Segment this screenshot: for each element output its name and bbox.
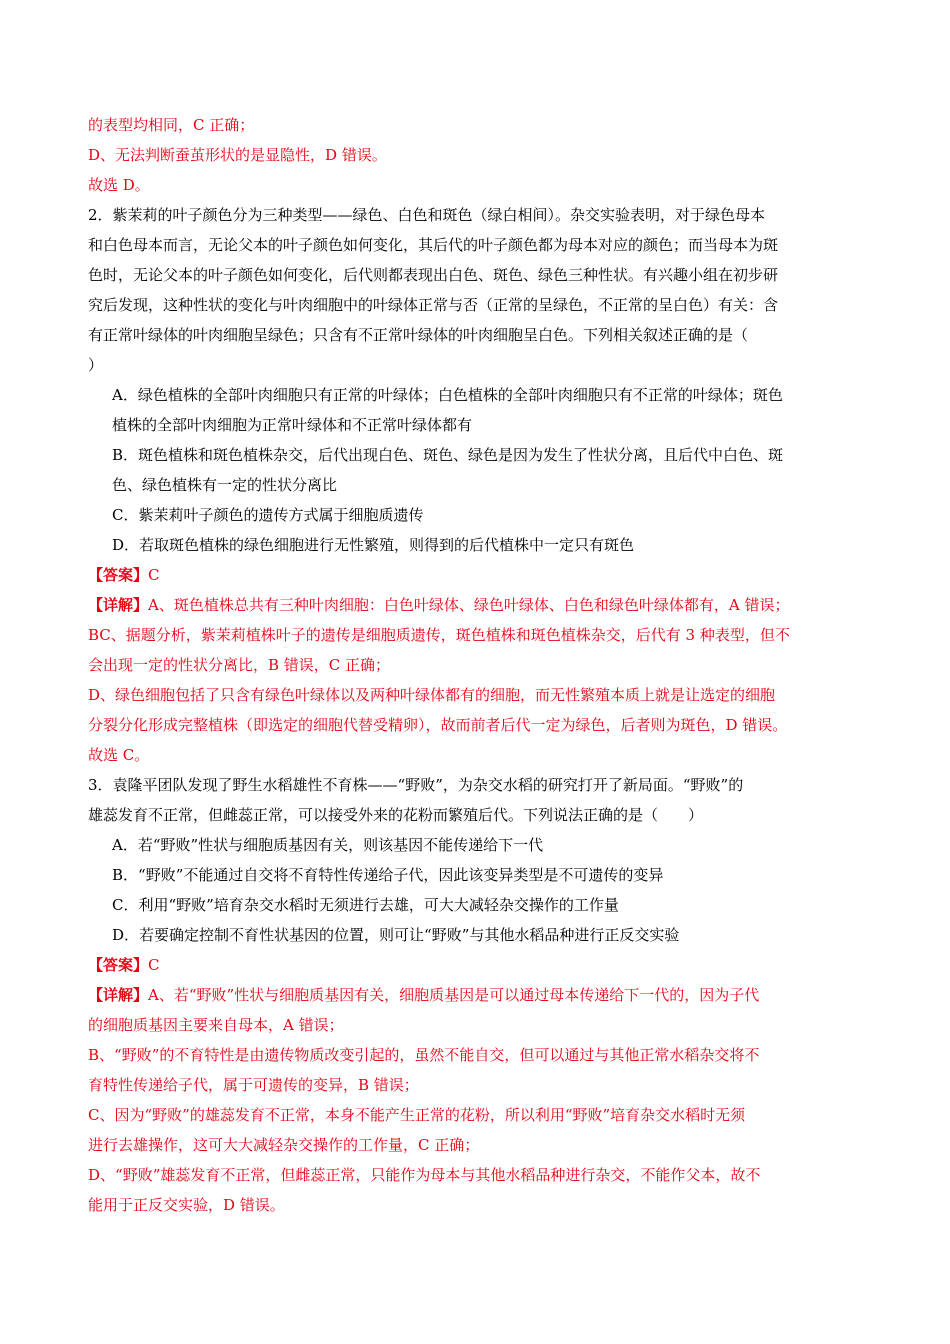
q2-detail-line: BC、据题分析，紫茉莉植株叶子的遗传是细胞质遗传，斑色植株和斑色植株杂交，后代有 3 种表型，但不 <box>88 626 790 644</box>
q3-detail-line: 能用于正反交实验，D 错误。 <box>88 1196 285 1214</box>
q2-stem-line: 色时，无论父本的叶子颜色如何变化，后代则都表现出白色、斑色、绿色三种性状。有兴趣小组在初步研 <box>88 266 779 284</box>
q3-detail-line: D、“野败”雄蕊发育不正常，但雌蕊正常，只能作为母本与其他水稻品种进行杂交，不能作父本，故不 <box>88 1166 761 1184</box>
answer-label: 【答案】 <box>88 956 149 974</box>
q2-stem-line: 究后发现，这种性状的变化与叶肉细胞中的叶绿体正常与否（正常的呈绿色，不正常的呈白色）有关：含 <box>88 296 779 314</box>
q3-detail-line: 育特性传递给子代，属于可遗传的变异，B 错误； <box>88 1076 419 1094</box>
q3-option-b: B．“野败”不能通过自交将不育特性传递给子代，因此该变异类型是不可遗传的变异 <box>112 866 664 884</box>
document-content <box>88 110 863 1220</box>
q2-detail-line <box>88 590 863 620</box>
answer-value: C <box>148 566 160 584</box>
q3-detail-line: 进行去雄操作，这可大大减轻杂交操作的工作量，C 正确； <box>88 1136 480 1154</box>
q2-option-a: A．绿色植株的全部叶肉细胞只有正常的叶绿体；白色植株的全部叶肉细胞只有不正常的叶绿体；斑色 <box>112 386 783 404</box>
detail-label: 【详解】 <box>88 986 149 1004</box>
q3-stem-line: 3．袁隆平团队发现了野生水稻雄性不育株——“野败”，为杂交水稻的研究打开了新局面。“野败”的 <box>88 776 744 794</box>
prev-explanation-line: 的表型均相同，C 正确； <box>88 116 255 134</box>
q2-answer <box>88 560 863 590</box>
q3-option-a: A．若“野败”性状与细胞质基因有关，则该基因不能传递给下一代 <box>112 836 544 854</box>
q2-stem-line: 2．紫茉莉的叶子颜色分为三种类型——绿色、白色和斑色（绿白相间）。杂交实验表明，对于绿色母本 <box>88 206 766 224</box>
q2-option-c: C．紫茉莉叶子颜色的遗传方式属于细胞质遗传 <box>112 506 424 524</box>
q2-detail-line: 分裂分化形成完整植株（即选定的细胞代替受精卵），故而前者后代一定为绿色，后者则为斑色，D 错误。 <box>88 716 788 734</box>
q2-option-a-cont: 植株的全部叶肉细胞为正常叶绿体和不正常叶绿体都有 <box>112 416 473 434</box>
q3-answer <box>88 950 863 980</box>
answer-label: 【答案】 <box>88 566 149 584</box>
q3-detail-line <box>88 980 863 1010</box>
q2-stem-line: 和白色母本而言，无论父本的叶子颜色如何变化，其后代的叶子颜色都为母本对应的颜色；而当母本为斑 <box>88 236 779 254</box>
detail-label: 【详解】 <box>88 596 149 614</box>
detail-text: A、若“野败”性状与细胞质基因有关，细胞质基因是可以通过母本传递给下一代的，因为子代 <box>148 986 760 1004</box>
q2-detail-line: 故选 C。 <box>88 746 150 764</box>
q2-stem-line: 有正常叶绿体的叶肉细胞呈绿色；只含有不正常叶绿体的叶肉细胞呈白色。下列相关叙述正确的是（ <box>88 326 749 344</box>
q3-detail-line: C、因为“野败”的雄蕊发育不正常，本身不能产生正常的花粉，所以利用“野败”培育杂交水稻时无须 <box>88 1106 746 1124</box>
q3-option-d: D．若要确定控制不育性状基因的位置，则可让“野败”与其他水稻品种进行正反交实验 <box>112 926 680 944</box>
q2-option-b-cont: 色、绿色植株有一定的性状分离比 <box>112 476 338 494</box>
q2-detail-line: D、绿色细胞包括了只含有绿色叶绿体以及两种叶绿体都有的细胞，而无性繁殖本质上就是让选定的细胞 <box>88 686 776 704</box>
q2-detail-line: 会出现一定的性状分离比，B 错误，C 正确； <box>88 656 391 674</box>
prev-explanation-line: 故选 D。 <box>88 176 150 194</box>
answer-value: C <box>148 956 160 974</box>
q3-detail-line: 的细胞质基因主要来自母本，A 错误； <box>88 1016 344 1034</box>
detail-text: A、斑色植株总共有三种叶肉细胞：白色叶绿体、绿色叶绿体、白色和绿色叶绿体都有，A 错误； <box>148 596 790 614</box>
q3-option-c: C．利用“野败”培育杂交水稻时无须进行去雄，可大大减轻杂交操作的工作量 <box>112 896 619 914</box>
prev-explanation-line: D、无法判断蚕茧形状的是显隐性，D 错误。 <box>88 146 387 164</box>
q3-stem-line: 雄蕊发育不正常，但雌蕊正常，可以接受外来的花粉而繁殖后代。下列说法正确的是（ ） <box>88 806 704 824</box>
q2-option-b: B．斑色植株和斑色植株杂交，后代出现白色、斑色、绿色是因为发生了性状分离，且后代中白色、斑 <box>112 446 784 464</box>
q2-stem-line: ） <box>88 356 104 374</box>
q2-option-d: D．若取斑色植株的绿色细胞进行无性繁殖，则得到的后代植株中一定只有斑色 <box>112 536 635 554</box>
q3-detail-line: B、“野败”的不育特性是由遗传物质改变引起的，虽然不能自交，但可以通过与其他正常水稻杂交将不 <box>88 1046 760 1064</box>
